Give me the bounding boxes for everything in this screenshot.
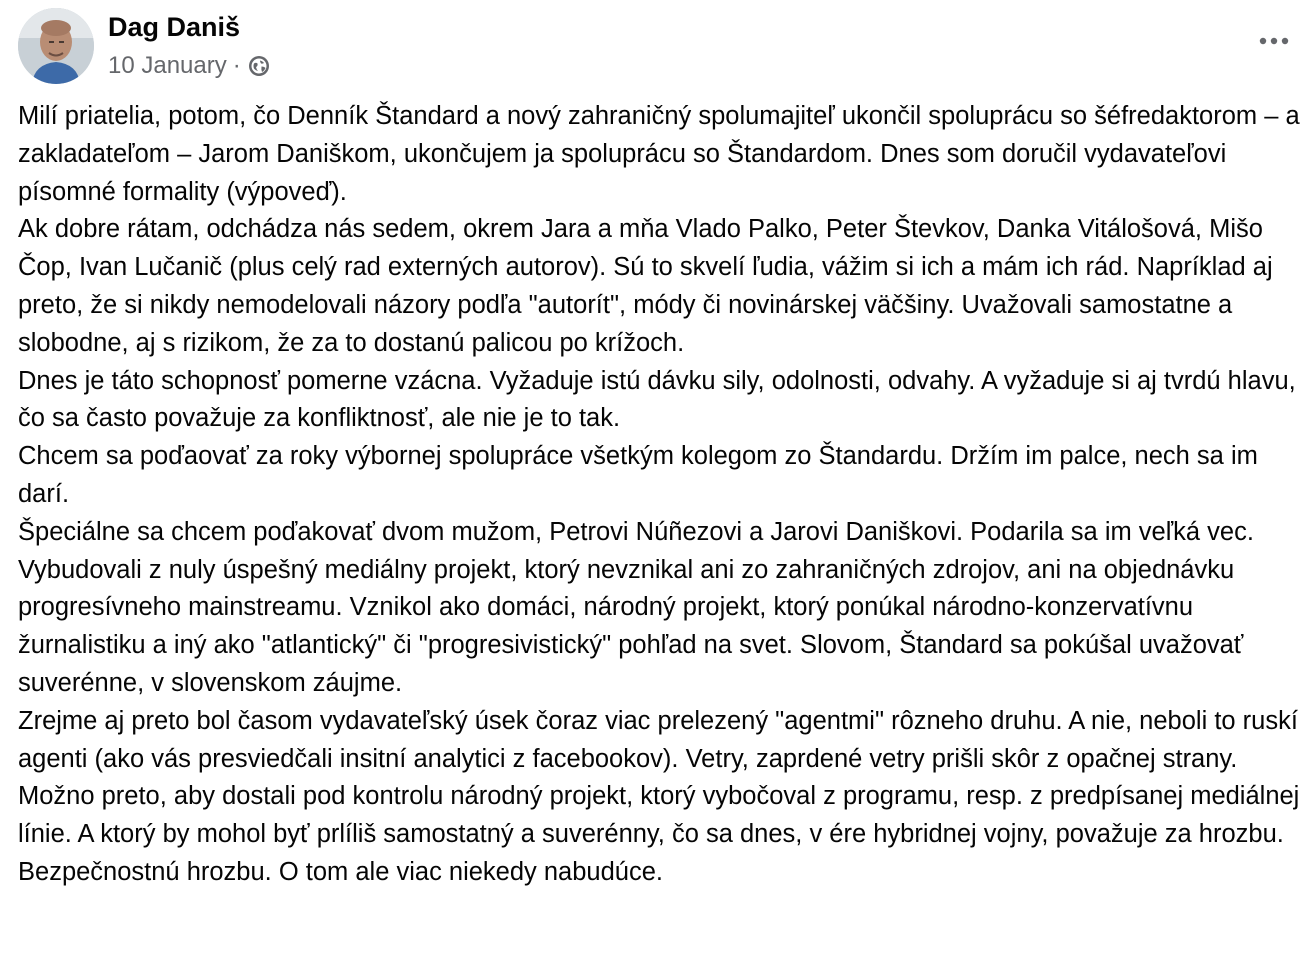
post-paragraph: Ak dobre rátam, odchádza nás sedem, okrem Jara a mňa Vlado Palko, Peter Števkov, Danka Vitálošová, Mišo Čop, Ivan Lučanič (plus celý rad externých autorov). Sú to skvelí ľudia, vážim si ich a mám ich rád. Napríklad aj preto, že si nikdy nemodelovali názory podľa "autorít", módy či novinárskej väčšiny. Uvažovali samostatne a slobodne, aj s rizikom, že za to dostanú palicou po krížoch.	[18, 215, 1273, 357]
post-paragraph: Milí priatelia, potom, čo Denník Štandard a nový zahraničný spolumajiteľ ukončil spoluprácu so šéfredaktorom – a zakladateľom – Jarom Daniškom, ukončujem ja spoluprácu so Štandardom. Dnes som doručil vydavateľovi písomné formality (výpoveď).	[18, 102, 1300, 206]
avatar-photo	[18, 8, 94, 84]
author-name[interactable]: Dag Daniš	[108, 12, 241, 42]
post-paragraph: Špeciálne sa chcem poďakovať dvom mužom, Petrovi Núñezovi a Jarovi Daniškovi. Podarila sa im veľká vec. Vybudovali z nuly úspešný mediálny projekt, ktorý nevznikal ani zo zahraničných zdrojov, ani na objednávku progresívneho mainstreamu. Vznikol ako domáci, národný projekt, ktorý ponúkal národno-konzervatívnu žurnalistiku a iný ako "atlantický" či "progresivistický" pohľad na svet. Slovom, Štandard sa pokúšal uvažovať suverénne, v slovenskom záujme.	[18, 517, 1254, 697]
post-paragraph: Chcem sa poďaovať za roky výbornej spolupráce všetkým kolegom zo Štandardu. Držím im palce, nech sa im darí.	[18, 442, 1258, 508]
author-avatar[interactable]	[18, 8, 94, 84]
post-paragraph: Dnes je táto schopnosť pomerne vzácna. Vyžaduje istú dávku sily, odolnosti, odvahy. A vyžaduje si aj tvrdú hlavu, čo sa často považuje za konfliktnosť, ale nie je to tak.	[18, 366, 1296, 433]
post-header	[18, 6, 1298, 86]
post-meta	[108, 52, 271, 80]
post-text	[18, 98, 1303, 892]
more-options-button[interactable]	[1254, 24, 1294, 58]
meta-separator: ·	[232, 52, 241, 79]
more-horizontal-icon	[1258, 36, 1290, 46]
post-date[interactable]: 10 January	[108, 52, 227, 79]
post-paragraph: Zrejme aj preto bol časom vydavateľský úsek čoraz viac prelezený "agentmi" rôzneho druhu. A nie, neboli to ruskí agenti (ako vás presviedčali insitní analytici z facebookov). Vetry, zaprdené vetry prišli skôr z opačnej strany. Možno preto, aby dostali pod kontrolu národný projekt, ktorý vybočoval z programu, resp. z predpísanej mediálnej línie. A ktorý by mohol byť prlíliš samostatný a suverénny, čo sa dnes, v ére hybridnej vojny, považuje za hrozbu. Bezpečnostnú hrozbu. O tom ale viac niekedy nabudúce.	[18, 706, 1300, 886]
globe-icon[interactable]	[247, 54, 271, 78]
